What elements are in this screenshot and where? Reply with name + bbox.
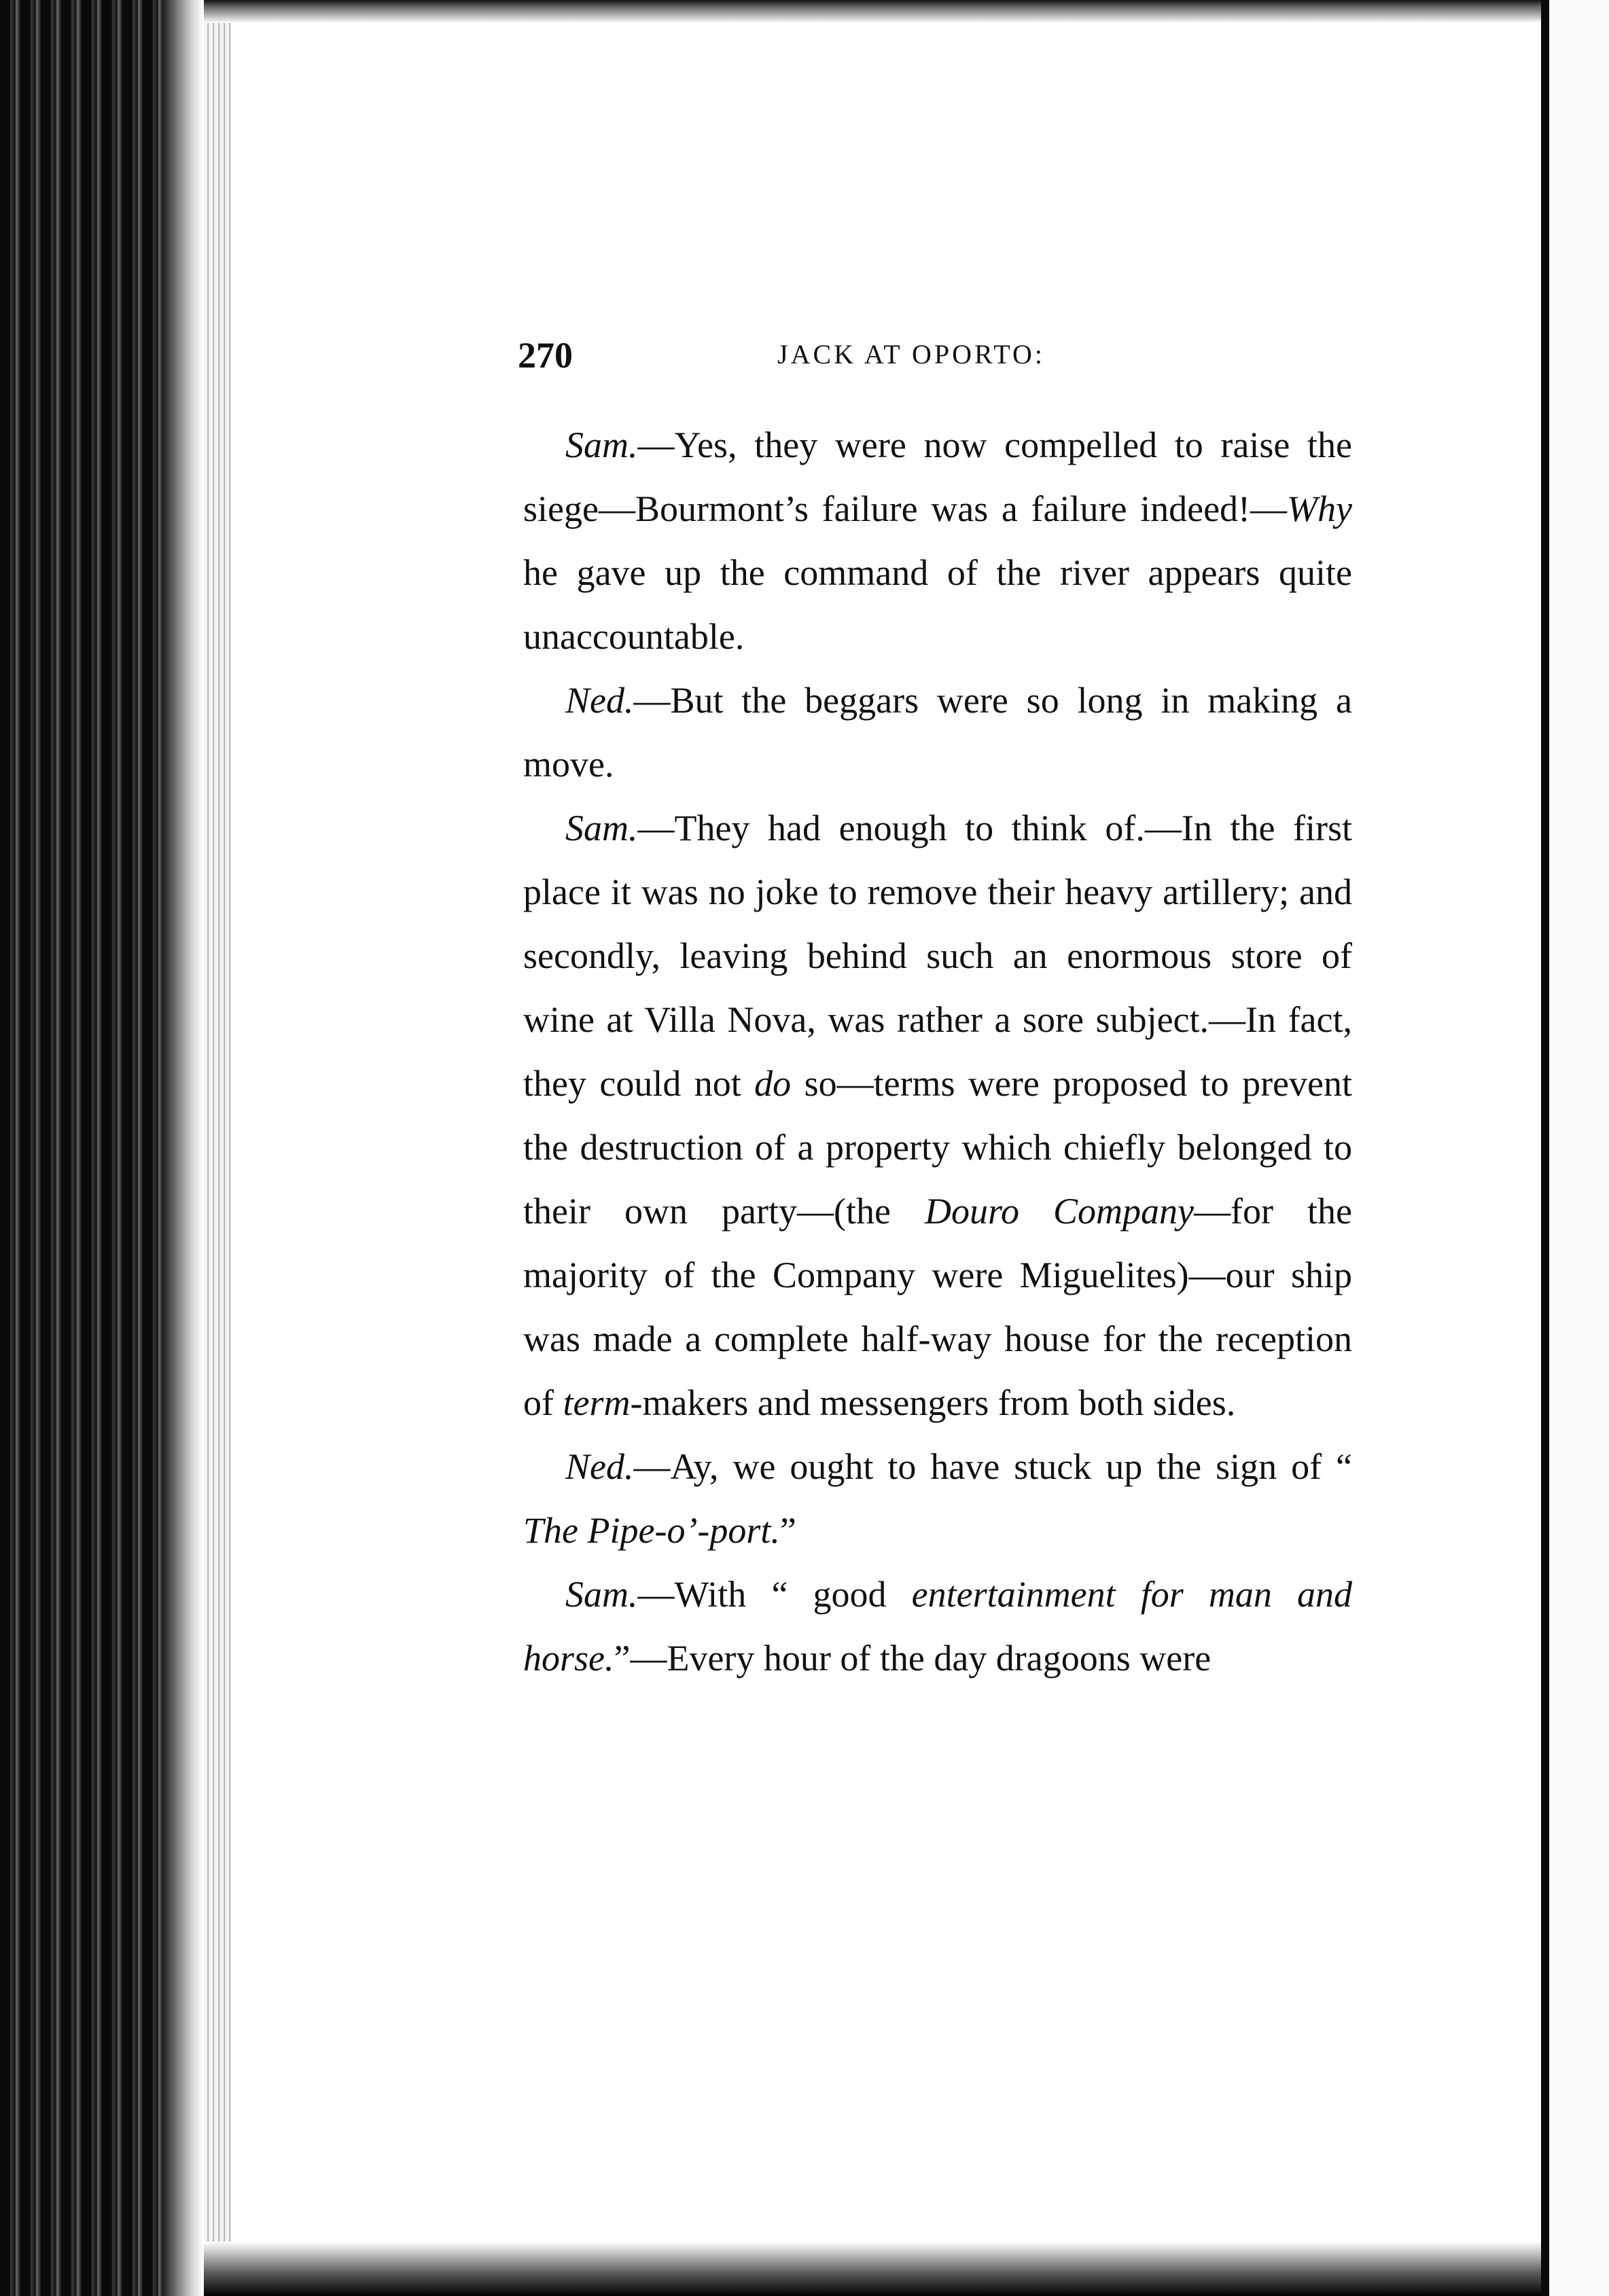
speaker-name: Sam. xyxy=(565,425,638,465)
speaker-name: Sam. xyxy=(565,1574,638,1615)
text-run: so—terms were proposed to prevent the destruction of a property which chiefly belonged to their own party—(the xyxy=(523,1063,1352,1232)
italic-run: Why xyxy=(1287,488,1352,529)
book-spine xyxy=(0,0,204,2296)
text-run: —They had enough to think of.—In the first place it was no joke to remove their heavy artillery; and secondly, leaving behind such an enormous store of wine at Villa Nova, was rather a sore subject.—In fact, they could not xyxy=(523,808,1352,1104)
page-header xyxy=(518,334,1354,375)
page-right-edge xyxy=(1541,0,1549,2296)
paragraph xyxy=(523,796,1352,1435)
paragraph xyxy=(523,668,1352,796)
speaker-name: Ned. xyxy=(565,680,634,721)
text-run: —Yes, they were now compelled to raise the siege—Bourmont’s failure was a failure indeed!— xyxy=(523,425,1352,529)
top-scan-shadow xyxy=(204,0,1541,23)
italic-run: term xyxy=(563,1382,631,1423)
bottom-scan-shadow xyxy=(204,2242,1541,2296)
page-number: 270 xyxy=(518,335,573,376)
text-run: ”—Every hour of the day dragoons were xyxy=(614,1638,1212,1679)
paragraph xyxy=(523,1562,1352,1690)
text-run: —Ay, we ought to have stuck up the sign of “ xyxy=(633,1446,1352,1487)
speaker-name: Sam. xyxy=(565,808,638,848)
italic-run: do xyxy=(754,1063,792,1104)
text-run: ” xyxy=(779,1510,796,1551)
italic-run: The Pipe-o’-port. xyxy=(523,1510,780,1551)
page-edges xyxy=(204,0,231,2296)
text-run: —With “ good xyxy=(637,1574,912,1615)
speaker-name: Ned. xyxy=(565,1446,634,1487)
text-run: —But the beggars were so long in making a move. xyxy=(523,680,1352,785)
paragraph xyxy=(523,1435,1352,1562)
paragraph xyxy=(523,413,1352,668)
text-run: he gave up the command of the river appears quite unaccountable. xyxy=(523,552,1352,657)
body-text xyxy=(523,413,1352,1690)
running-title: JACK AT OPORTO: xyxy=(777,339,1045,370)
text-run: -makers and messengers from both sides. xyxy=(630,1382,1236,1423)
italic-run: entertainment for man and horse. xyxy=(523,1574,1352,1679)
facing-page xyxy=(1549,0,1609,2296)
italic-run: Douro Company xyxy=(924,1191,1195,1232)
text-run: —for the majority of the Company were Miguelites)—our ship was made a complete half-way house for the reception of xyxy=(523,1191,1352,1423)
